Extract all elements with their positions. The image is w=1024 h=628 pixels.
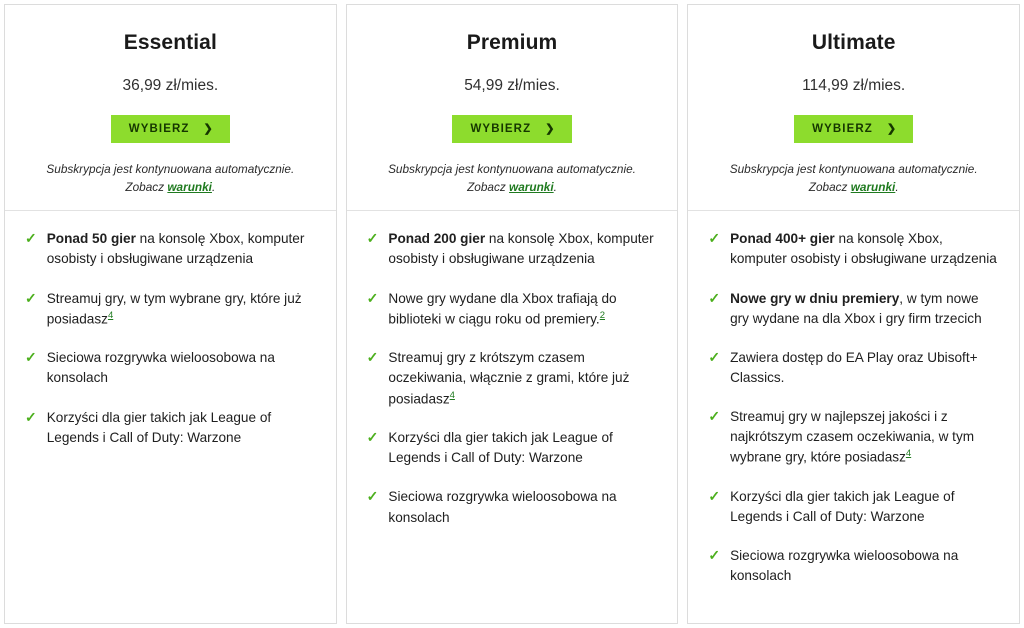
check-icon: ✓ — [366, 429, 379, 446]
feature-text-rest: Korzyści dla gier takich jak League of Legends i Call of Duty: Warzone — [388, 430, 613, 466]
plan-price: 54,99 zł/mies. — [464, 77, 560, 94]
feature-text-rest: Streamuj gry w najlepszej jakości i z najkrótszym czasem oczekiwania, w tym wybrane gry, które posiadasz — [730, 409, 975, 465]
feature-text — [47, 348, 316, 388]
check-icon: ✓ — [366, 230, 379, 247]
feature-text — [47, 289, 316, 330]
chevron-right-icon: ❯ — [203, 122, 214, 135]
feature-text-rest: Sieciowa rozgrywka wieloosobowa na konsolach — [730, 548, 959, 584]
select-plan-button-wrapper — [708, 115, 999, 143]
auto-renew-note — [31, 161, 310, 196]
feature-text-rest: Streamuj gry, w tym wybrane gry, które już posiadasz — [46, 290, 302, 327]
check-icon: ✓ — [708, 230, 721, 247]
auto-renew-note — [373, 161, 652, 196]
feature-text-rest: Streamuj gry z krótszym czasem oczekiwania, włącznie z grami, które już posiadasz — [388, 350, 630, 407]
feature-text-rest: na konsolę Xbox, komputer osobisty i obsługiwane urządzenia — [388, 231, 654, 267]
feature-text — [730, 348, 999, 388]
feature-item — [367, 487, 658, 527]
auto-renew-line2-prefix: Zobacz — [808, 179, 851, 194]
plan-name: Ultimate — [811, 31, 896, 54]
auto-renew-line2-prefix: Zobacz — [467, 179, 510, 194]
feature-text — [47, 229, 316, 269]
feature-text — [730, 546, 999, 586]
feature-text — [388, 428, 657, 468]
check-icon: ✓ — [25, 230, 37, 247]
terms-link[interactable]: warunki — [509, 179, 554, 194]
feature-text-strong: Ponad 50 gier — [46, 231, 136, 247]
auto-renew-line2-suffix: . — [895, 179, 899, 194]
terms-link[interactable]: warunki — [850, 179, 896, 194]
feature-list — [367, 229, 658, 546]
plan-name: Premium — [466, 31, 558, 54]
plan-card — [346, 4, 679, 624]
footnote-marker[interactable]: 2 — [599, 309, 606, 321]
check-icon: ✓ — [708, 289, 721, 306]
auto-renew-line1: Subskrypcja jest kontynuowana automatycznie. — [388, 162, 636, 176]
select-plan-button[interactable] — [794, 115, 913, 143]
terms-link[interactable]: warunki — [167, 179, 212, 194]
feature-text-rest: na konsolę Xbox, komputer osobisty i obsługiwane urządzenia — [730, 231, 997, 267]
auto-renew-line2-suffix: . — [211, 179, 216, 194]
feature-text-rest: Korzyści dla gier takich jak League of Legends i Call of Duty: Warzone — [730, 488, 955, 524]
check-icon: ✓ — [366, 289, 379, 306]
auto-renew-note — [714, 161, 993, 196]
plan-name: Essential — [123, 31, 217, 54]
check-icon: ✓ — [708, 348, 721, 365]
feature-item — [367, 289, 658, 330]
feature-text — [730, 407, 999, 468]
check-icon: ✓ — [25, 349, 37, 366]
feature-list — [25, 229, 316, 466]
select-plan-button[interactable] — [452, 115, 571, 143]
feature-item — [367, 428, 658, 468]
feature-text — [730, 289, 999, 329]
check-icon: ✓ — [366, 488, 379, 505]
feature-text — [388, 487, 657, 527]
auto-renew-line2-prefix: Zobacz — [125, 179, 168, 194]
chevron-right-icon: ❯ — [886, 122, 898, 135]
feature-item — [708, 407, 999, 468]
footnote-marker[interactable]: 4 — [905, 448, 912, 460]
auto-renew-line1: Subskrypcja jest kontynuowana automatycznie. — [729, 162, 978, 176]
plan-card — [4, 4, 337, 624]
feature-text-strong: Ponad 400+ gier — [730, 231, 835, 247]
chevron-right-icon: ❯ — [545, 122, 556, 135]
feature-item — [708, 546, 999, 586]
check-icon: ✓ — [708, 408, 721, 425]
feature-text-rest: , w tym nowe gry wydane na dla Xbox i gry firm trzecich — [730, 290, 982, 326]
auto-renew-line2-suffix: . — [553, 179, 557, 194]
feature-text — [388, 289, 657, 330]
divider — [688, 210, 1019, 211]
feature-item — [708, 289, 999, 329]
feature-text — [730, 229, 999, 269]
check-icon: ✓ — [708, 487, 721, 504]
feature-text-rest: Nowe gry wydane dla Xbox trafiają do biblioteki w ciągu roku od premiery. — [388, 290, 617, 327]
feature-text-rest: Zawiera dostęp do EA Play oraz Ubisoft+ Classics. — [730, 349, 978, 385]
feature-item — [25, 229, 316, 269]
feature-text — [388, 229, 657, 269]
check-icon: ✓ — [708, 547, 721, 564]
feature-text-strong: Ponad 200 gier — [388, 231, 486, 247]
select-plan-button-wrapper — [367, 115, 658, 143]
select-plan-button-label: WYBIERZ — [128, 123, 190, 135]
auto-renew-line1: Subskrypcja jest kontynuowana automatycznie. — [46, 162, 295, 176]
divider — [347, 210, 678, 211]
feature-text — [388, 348, 657, 409]
feature-item — [367, 229, 658, 269]
divider — [5, 210, 336, 211]
feature-item — [708, 487, 999, 527]
plan-price: 36,99 zł/mies. — [122, 77, 219, 94]
feature-text — [47, 408, 316, 448]
feature-item — [708, 348, 999, 388]
feature-item — [25, 348, 316, 388]
feature-text-strong: Nowe gry w dniu premiery — [730, 290, 900, 306]
select-plan-button-label: WYBIERZ — [470, 123, 532, 135]
plan-price: 114,99 zł/mies. — [802, 77, 906, 94]
footnote-marker[interactable]: 4 — [449, 389, 455, 401]
feature-item — [25, 289, 316, 330]
plan-card — [687, 4, 1020, 624]
select-plan-button[interactable] — [111, 115, 230, 143]
feature-text-rest: Sieciowa rozgrywka wieloosobowa na konsolach — [46, 350, 275, 386]
feature-list — [708, 229, 999, 605]
check-icon: ✓ — [25, 289, 37, 306]
select-plan-button-label: WYBIERZ — [812, 123, 873, 135]
footnote-marker[interactable]: 4 — [107, 309, 114, 321]
feature-item — [367, 348, 658, 409]
check-icon: ✓ — [25, 408, 37, 425]
select-plan-button-wrapper — [25, 115, 316, 143]
feature-text-rest: Sieciowa rozgrywka wieloosobowa na konsolach — [388, 489, 617, 525]
feature-item — [708, 229, 999, 269]
check-icon: ✓ — [366, 349, 379, 366]
feature-text-rest: Korzyści dla gier takich jak League of Legends i Call of Duty: Warzone — [46, 409, 272, 445]
feature-text — [730, 487, 999, 527]
feature-text-rest: na konsolę Xbox, komputer osobisty i obsługiwane urządzenia — [46, 231, 305, 267]
feature-item — [25, 408, 316, 448]
